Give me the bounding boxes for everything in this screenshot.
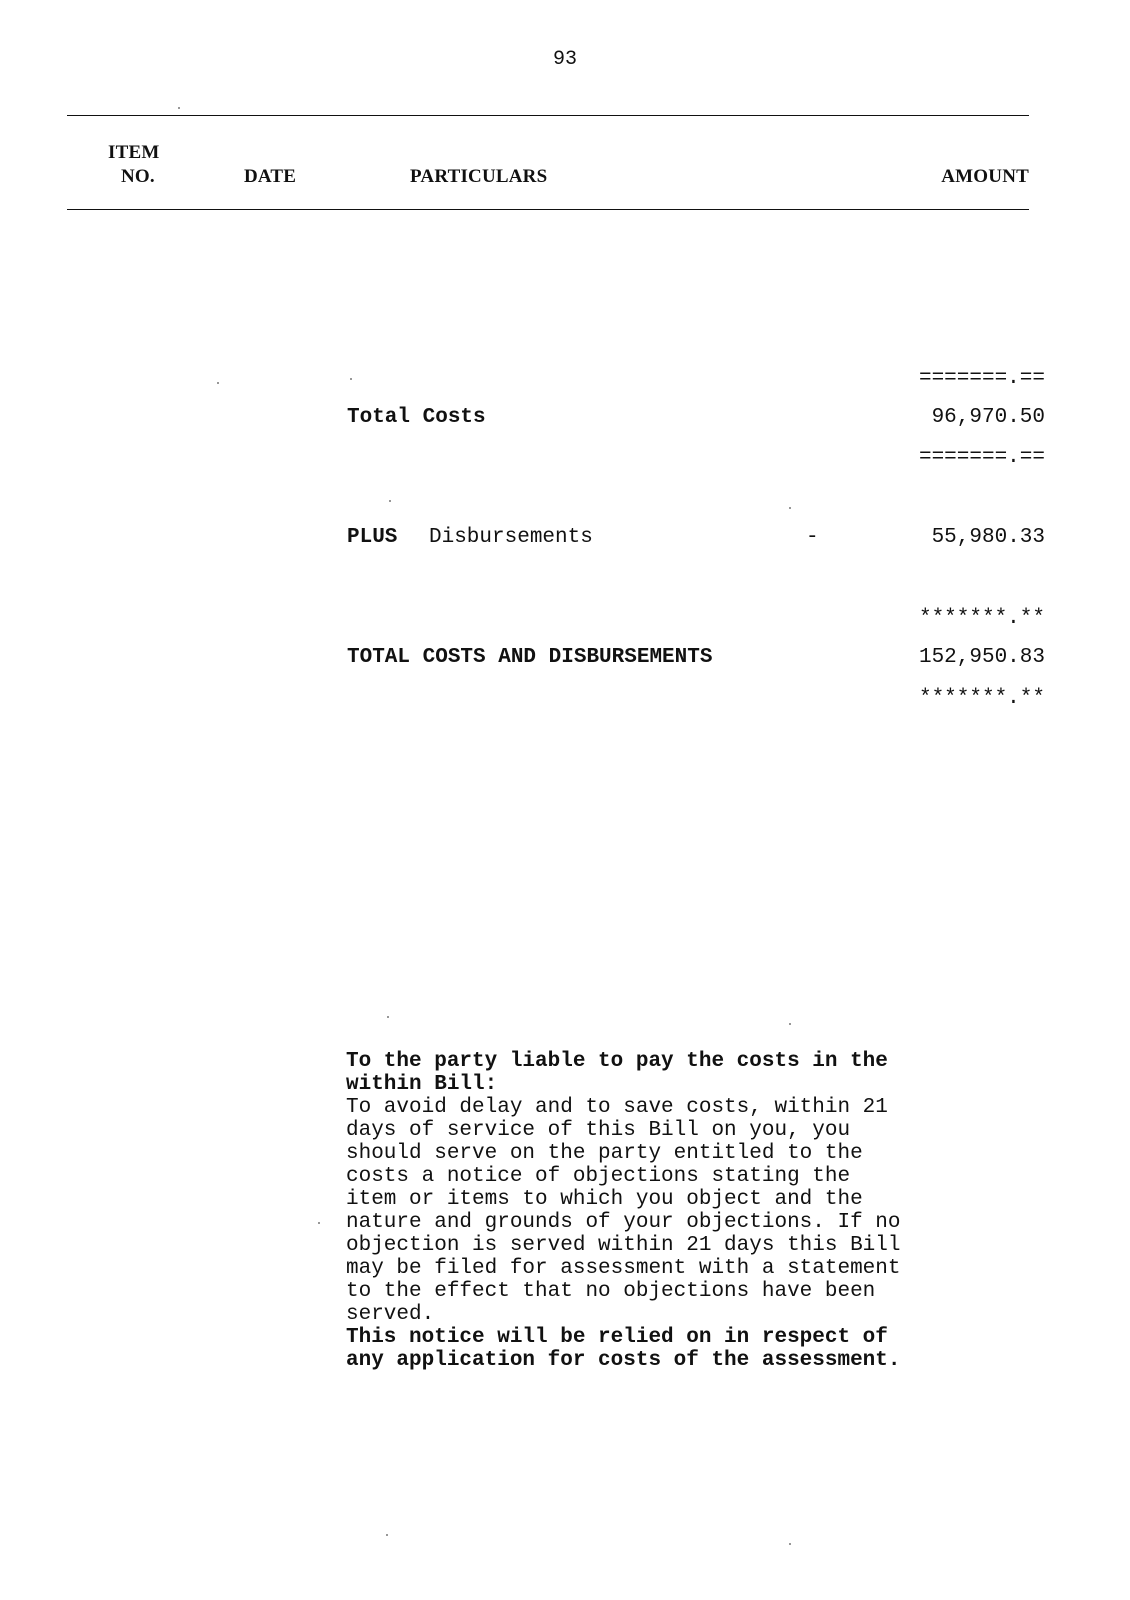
page-number: 93: [552, 48, 577, 71]
scan-speck: [789, 1543, 791, 1545]
total-costs-label: Total Costs: [347, 406, 486, 429]
scan-speck: [387, 1016, 389, 1018]
scan-speck: [389, 500, 391, 502]
scan-speck: [217, 382, 219, 384]
header-particulars: PARTICULARS: [410, 166, 548, 187]
notice-footer: This notice will be relied on in respect of any application for costs of the assessment.: [346, 1326, 901, 1372]
grand-total-label: TOTAL COSTS AND DISBURSEMENTS: [347, 646, 713, 669]
stars-rule-bottom: *******.**: [918, 687, 1045, 710]
header-date: DATE: [244, 166, 297, 187]
scan-speck: [386, 1534, 388, 1536]
notice-body: To avoid delay and to save costs, within 21 days of service of this Bill on you, you should serve on the party entitled to the costs a notice of objections stating the item or items to which you object and the nature and grounds of your objections. If no objection is served within 21 days this Bill may be filed for assessment with a statement to the effect that no objections have been served.: [346, 1096, 901, 1326]
header-amount: AMOUNT: [941, 166, 1029, 187]
equals-rule-bottom: =======.==: [918, 446, 1045, 469]
scan-speck: [789, 507, 791, 509]
scan-speck: [350, 378, 352, 380]
header-bottom-rule: [67, 209, 1029, 210]
objection-notice: [346, 1050, 906, 1372]
plus-label: PLUS: [347, 526, 398, 549]
header-item-no-line1: ITEM: [108, 142, 160, 163]
scan-speck: [178, 107, 180, 109]
disbursements-dash: -: [806, 526, 819, 549]
disbursements-value: 55,980.33: [931, 526, 1045, 549]
scan-speck: [789, 1023, 791, 1025]
equals-rule-top: =======.==: [918, 367, 1045, 390]
disbursements-label: Disbursements: [429, 526, 593, 549]
scan-speck: [318, 1222, 320, 1224]
grand-total-value: 152,950.83: [918, 646, 1045, 669]
header-item-no-line2: NO.: [121, 166, 155, 187]
total-costs-value: 96,970.50: [931, 406, 1045, 429]
stars-rule-top: *******.**: [918, 607, 1045, 630]
notice-heading: To the party liable to pay the costs in the within Bill:: [346, 1050, 888, 1096]
header-top-rule: [67, 115, 1029, 116]
